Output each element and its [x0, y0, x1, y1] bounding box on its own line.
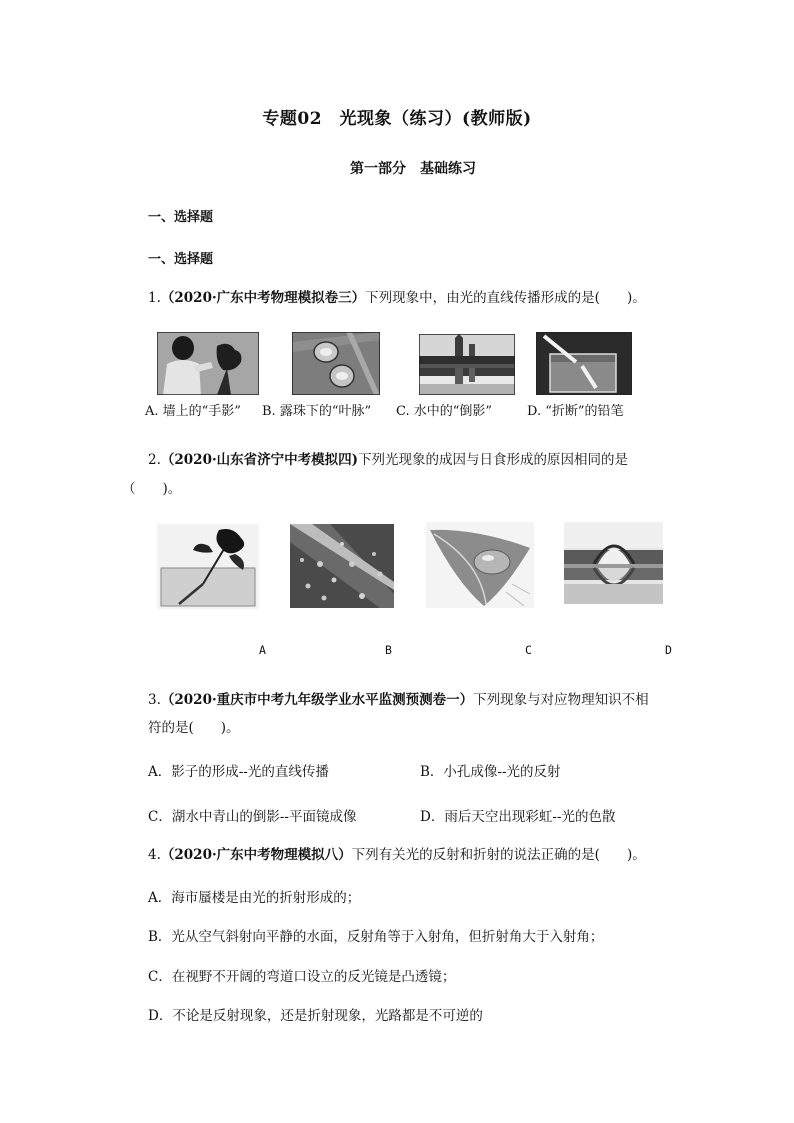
q1-option-b-caption: B. 露珠下的“叶脉” — [262, 404, 372, 419]
question-number: 4. — [148, 847, 161, 863]
q1-option-d-caption: D. “折断”的铅笔 — [527, 404, 624, 419]
question-number: 2. — [148, 452, 161, 468]
q1-option-a-caption: A. 墙上的“手影” — [145, 404, 241, 419]
part-subtitle: 第一部分 基础练习 — [350, 161, 476, 177]
question-stem: 下列现象中，由光的直线传播形成的是( )。 — [365, 290, 646, 306]
section-header: 一、选择题 — [148, 252, 214, 267]
hand-shadow-photo — [157, 332, 259, 395]
q3-option-c: C．湖水中青山的倒影--平面镜成像 — [148, 809, 357, 825]
question-2 — [148, 448, 628, 468]
question-2-cont: （ )。 — [122, 481, 182, 497]
page-title: 专题02 光现象（练习）(教师版) — [262, 109, 532, 129]
question-1 — [148, 286, 646, 306]
q4-option-d: D．不论是反射现象，还是折射现象，光路都是不可逆的 — [148, 1008, 483, 1024]
question-3 — [148, 688, 649, 708]
section-header: 一、选择题 — [148, 210, 214, 225]
question-source: （2020·广东中考物理模拟卷三） — [160, 290, 366, 306]
question-3-cont: 符的是( )。 — [148, 720, 240, 736]
question-stem: 下列光现象的成因与日食形成的原因相同的是 — [358, 452, 629, 468]
q1-option-c-caption: C. 水中的“倒影” — [396, 404, 493, 419]
bent-pencil-photo — [536, 332, 632, 395]
question-source: （2020·广东中考物理模拟八） — [160, 847, 352, 863]
leaf-dewdrop-photo — [426, 522, 534, 608]
question-source: （2020·山东省济宁中考模拟四) — [160, 452, 359, 468]
question-number: 3. — [148, 692, 161, 708]
arch-bridge-reflection-photo — [564, 522, 663, 604]
question-source: （2020·重庆市中考九年级学业水平监测预测卷一） — [160, 692, 474, 708]
question-4 — [148, 843, 646, 863]
water-reflection-photo — [419, 334, 515, 395]
q2-option-a-label: A — [259, 643, 266, 657]
q2-option-c-label: C — [525, 643, 532, 657]
tree-shadow-spots-photo — [290, 524, 394, 608]
question-number: 1. — [148, 290, 161, 306]
q4-option-a: A．海市蜃楼是由光的折射形成的； — [148, 890, 361, 906]
q2-option-b-label: B — [385, 643, 392, 657]
question-stem: 下列现象与对应物理知识不相 — [473, 692, 649, 708]
q3-option-a: A．影子的形成--光的直线传播 — [148, 764, 329, 780]
dewdrop-leaf-photo — [292, 332, 380, 395]
question-stem: 下列有关光的反射和折射的说法正确的是( )。 — [351, 847, 646, 863]
q4-option-b: B．光从空气斜射向平静的水面，反射角等于入射角，但折射角大于入射角； — [148, 929, 604, 945]
q3-option-b: B．小孔成像--光的反射 — [420, 764, 561, 780]
q3-option-d: D．雨后天空出现彩虹--光的色散 — [420, 809, 616, 825]
q4-option-c: C．在视野不开阔的弯道口设立的反光镜是凸透镜； — [148, 969, 456, 985]
q2-option-d-label: D — [665, 643, 672, 657]
flower-in-water-photo — [157, 524, 259, 609]
